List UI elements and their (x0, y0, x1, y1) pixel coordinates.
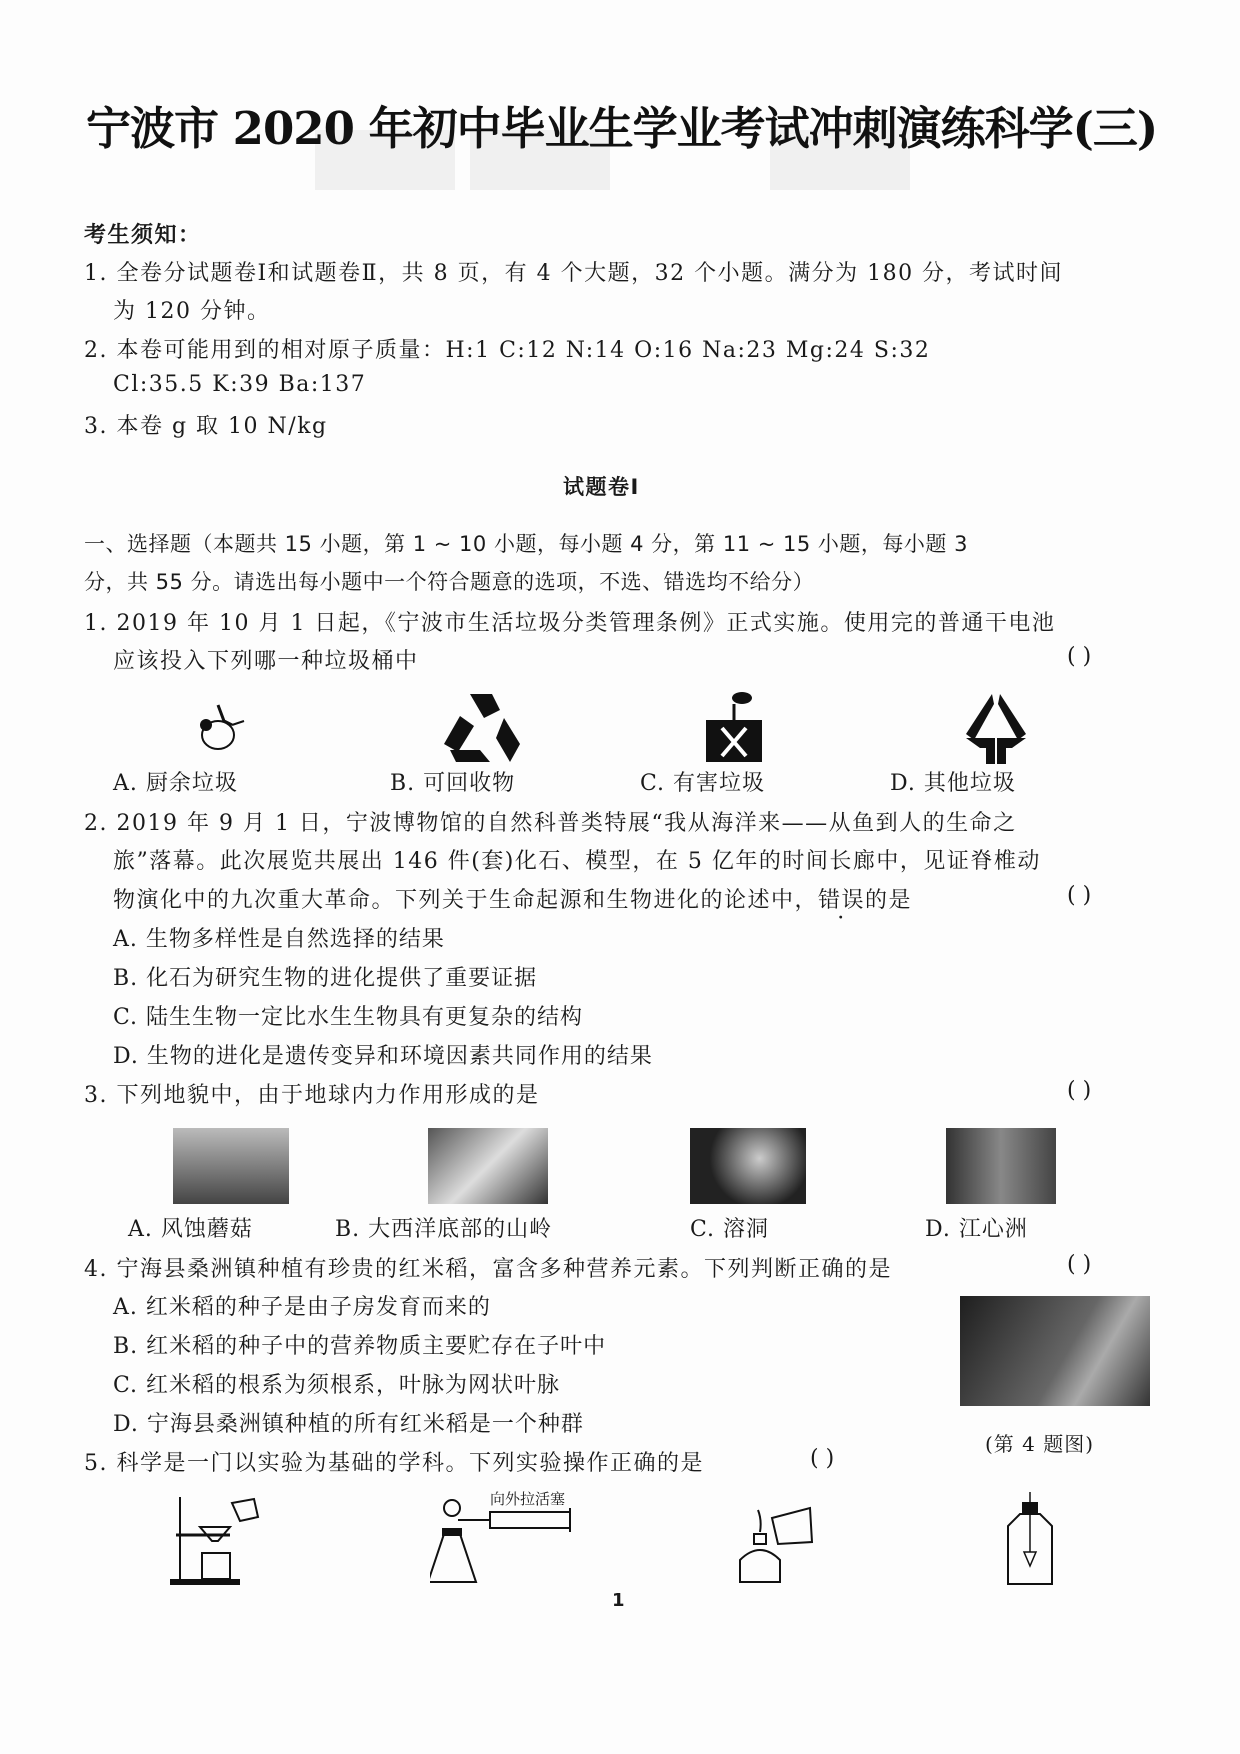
figure-4-caption: (第 4 题图) (985, 1432, 1095, 1456)
notice-item-1: 1. 全卷分试题卷Ⅰ和试题卷Ⅱ，共 8 页，有 4 个大题，32 个小题。满分为 180 分，考试时间 (84, 261, 1064, 286)
question-2-option-b[interactable]: B. 化石为研究生物的进化提供了重要证据 (113, 966, 538, 991)
question-2-line3 (113, 883, 912, 914)
question-2-option-d[interactable]: D. 生物的进化是遗传变异和环境因素共同作用的结果 (113, 1044, 653, 1069)
answer-paren-1[interactable]: ( ) (1067, 644, 1092, 669)
question-3-option-a[interactable]: A. 风蚀蘑菇 (128, 1217, 253, 1242)
question-4-option-c[interactable]: C. 红米稻的根系为须根系，叶脉为网状叶脉 (113, 1373, 561, 1398)
red-rice-photo (960, 1296, 1150, 1406)
question-2-emphasis: 错误 (818, 888, 866, 913)
question-1-option-c[interactable]: C. 有害垃圾 (640, 771, 766, 796)
question-5-line1: 5. 科学是一门以实验为基础的学科。下列实验操作正确的是 (84, 1451, 704, 1476)
question-3-option-b[interactable]: B. 大西洋底部的山岭 (335, 1217, 553, 1242)
answer-paren-3[interactable]: ( ) (1067, 1078, 1092, 1103)
page-number: 1 (612, 1590, 625, 1611)
atlantic-ridge-image (428, 1128, 548, 1204)
question-2-option-a[interactable]: A. 生物多样性是自然选择的结果 (113, 927, 445, 952)
section-title: 试题卷Ⅰ (563, 475, 640, 499)
question-2-line3-text: 物演化中的九次重大革命。下列关于生命起源和生物进化的论述中， (113, 888, 819, 913)
question-3-option-c[interactable]: C. 溶洞 (690, 1217, 770, 1242)
alcohol-lamp-apparatus-icon (730, 1500, 820, 1585)
other-waste-icon (960, 690, 1032, 766)
section1-instructions-line2: 分，共 55 分。请选出每小题中一个符合题意的选项，不选、错选均不给分） (84, 570, 815, 594)
mushroom-rock-image (173, 1128, 289, 1204)
kitchen-waste-icon (188, 695, 252, 759)
question-4-option-b[interactable]: B. 红米稻的种子中的营养物质主要贮存在子叶中 (113, 1334, 607, 1359)
notice-item-3: 3. 本卷 g 取 10 N/kg (84, 414, 328, 439)
hazardous-waste-icon (704, 684, 764, 764)
notice-item-1-cont: 为 120 分钟。 (113, 299, 271, 324)
syringe-label: 向外拉活塞 (490, 1490, 566, 1508)
question-1-option-b[interactable]: B. 可回收物 (390, 771, 516, 796)
answer-paren-2[interactable]: ( ) (1067, 883, 1092, 908)
notice-item-2-cont: Cl:35.5 K:39 Ba:137 (113, 372, 367, 397)
question-1-line1: 1. 2019 年 10 月 1 日起，《宁波市生活垃圾分类管理条例》正式实施。使用完的普通干电池 (84, 611, 1056, 636)
river-islet-image (946, 1128, 1056, 1204)
recyclable-icon (440, 692, 522, 764)
question-1-option-a[interactable]: A. 厨余垃圾 (113, 771, 238, 796)
gas-bottle-apparatus-icon (1000, 1492, 1060, 1587)
question-3-option-d[interactable]: D. 江心洲 (925, 1217, 1028, 1242)
question-4-option-a[interactable]: A. 红米稻的种子是由子房发育而来的 (113, 1295, 491, 1320)
answer-paren-4[interactable]: ( ) (1067, 1252, 1092, 1277)
question-2-line2: 旅”落幕。此次展览共展出 146 件(套)化石、模型，在 5 亿年的时间长廊中，见证脊椎动 (113, 849, 1041, 874)
question-2-tail: 的是 (865, 888, 913, 913)
question-4-option-d[interactable]: D. 宁海县桑洲镇种植的所有红米稻是一个种群 (113, 1412, 584, 1437)
karst-cave-image (690, 1128, 806, 1204)
question-4-line1: 4. 宁海县桑洲镇种植有珍贵的红米稻，富含多种营养元素。下列判断正确的是 (84, 1257, 892, 1282)
answer-paren-5[interactable]: ( ) (810, 1446, 835, 1471)
question-1-line2: 应该投入下列哪一种垃圾桶中 (113, 649, 419, 674)
notice-item-2: 2. 本卷可能用到的相对原子质量：H:1 C:12 N:14 O:16 Na:23 Mg:24 S:32 (84, 338, 931, 363)
question-2-option-c[interactable]: C. 陆生生物一定比水生生物具有更复杂的结构 (113, 1005, 584, 1030)
section1-instructions-line1: 一、选择题（本题共 15 小题，第 1 ~ 10 小题，每小题 4 分，第 11 ~ 15 小题，每小题 3 (84, 532, 968, 556)
question-3-line1: 3. 下列地貌中，由于地球内力作用形成的是 (84, 1083, 540, 1108)
notice-heading: 考生须知： (84, 223, 202, 248)
question-1-option-d[interactable]: D. 其他垃圾 (890, 771, 1016, 796)
question-2-line1: 2. 2019 年 9 月 1 日，宁波博物馆的自然科普类特展“我从海洋来——从鱼到人的生命之 (84, 811, 1017, 836)
page-title: 宁波市 2020 年初中毕业生学业考试冲刺演练科学(三) (86, 102, 1158, 155)
filtration-apparatus-icon (170, 1495, 270, 1585)
